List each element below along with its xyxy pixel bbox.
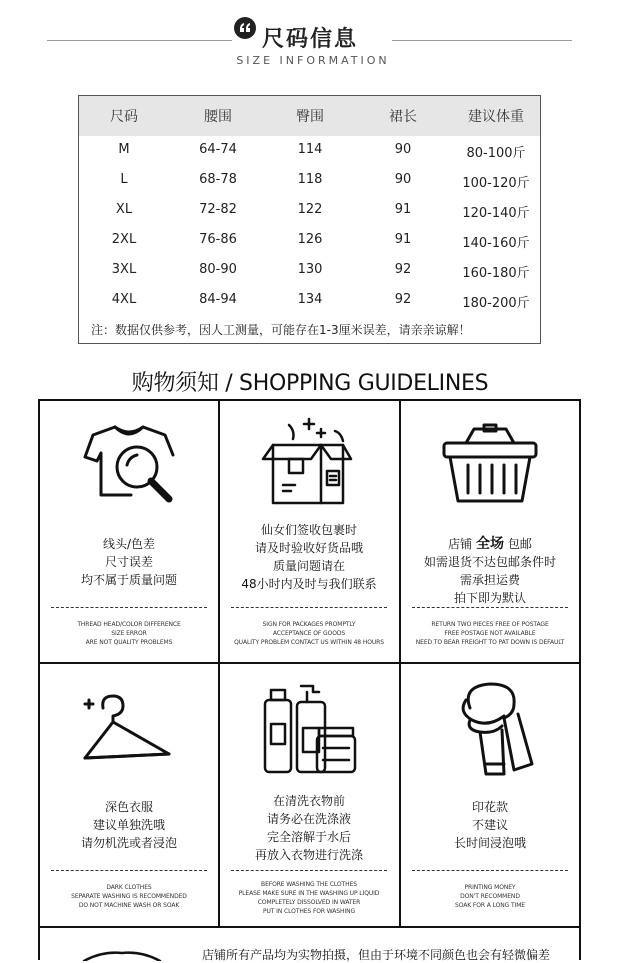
size-table-cell: 140-160斤 bbox=[462, 236, 530, 251]
scarf-icon bbox=[440, 678, 540, 778]
size-table-cell: 91 bbox=[394, 202, 412, 217]
size-table-cell: 122 bbox=[297, 202, 323, 217]
size-table-note: 注：数据仅供参考，因人工测量，可能存在1-3厘米误差，请亲亲谅解！ bbox=[91, 323, 471, 337]
size-table-cell: 126 bbox=[297, 232, 323, 247]
grid-divider bbox=[40, 926, 579, 928]
guide-card-sign-package bbox=[220, 401, 398, 663]
size-table-cell: 80-90 bbox=[199, 262, 237, 277]
guide-card-text: 店铺 全场 包邮 如需退货不达包邮条件时 需承担运费 拍下即为默认 bbox=[423, 536, 556, 605]
size-table-cell: 92 bbox=[394, 262, 412, 277]
size-table-cell: XL bbox=[115, 202, 133, 217]
guide-card-english: THREAD HEAD/COLOR DIFFERENCE SIZE ERROR ARE NOT QUALITY PROBLEMS bbox=[77, 621, 181, 646]
size-table-cell: 120-140斤 bbox=[462, 206, 530, 221]
guide-card-english: SIGN FOR PACKAGES PROMPTLY ACCEPTANCE OF GOODS QUALITY PROBLEM CONTACT US WITHIN 48 HOURS bbox=[234, 621, 384, 646]
size-table-cell: 180-200斤 bbox=[462, 296, 530, 311]
size-info-subtitle: SIZE INFORMATION bbox=[236, 54, 390, 67]
camera-icon bbox=[82, 947, 162, 961]
size-table-header-cell: 腰围 bbox=[204, 109, 232, 125]
dashed-divider bbox=[412, 870, 568, 871]
size-table-cell: 92 bbox=[394, 292, 412, 307]
size-table-cell: 134 bbox=[297, 292, 323, 307]
header-divider-left bbox=[47, 40, 232, 41]
size-table-cell: 130 bbox=[297, 262, 323, 277]
dashed-divider bbox=[51, 870, 207, 871]
size-table-cell: 100-120斤 bbox=[462, 176, 530, 191]
size-table-cell: 72-82 bbox=[199, 202, 237, 217]
size-table-cell: 4XL bbox=[111, 292, 137, 307]
guide-card-washing bbox=[220, 664, 398, 926]
size-info-title: 尺码信息 bbox=[262, 27, 359, 52]
size-table-cell: 64-74 bbox=[199, 142, 237, 157]
guide-card-text: 深色衣服 建议单独洗哦 请勿机洗或者浸泡 bbox=[80, 800, 177, 850]
size-table-header-cell: 臀围 bbox=[296, 109, 324, 125]
guide-card-english: PRINTING MONEY DON'T RECOMMEND SOAK FOR A LONG TIME bbox=[455, 884, 525, 909]
guide-card-free-shipping bbox=[401, 401, 579, 663]
size-table-cell: 118 bbox=[297, 172, 323, 187]
guide-card-text: 线头/色差 尺寸误差 均不属于质量问题 bbox=[80, 537, 177, 587]
hanger-icon bbox=[79, 678, 179, 778]
dashed-divider bbox=[231, 607, 387, 608]
size-table-cell: 80-100斤 bbox=[466, 146, 526, 161]
guide-card-color-difference bbox=[40, 401, 218, 663]
guide-card-text: 仙女们签收包裹时 请及时验收好货品哦 质量问题请在 48小时内及时与我们联系 bbox=[241, 523, 377, 591]
size-table-header-cell: 尺码 bbox=[110, 109, 138, 125]
quote-icon bbox=[233, 16, 257, 40]
size-table-cell: 3XL bbox=[111, 262, 137, 277]
guide-card-printing bbox=[401, 664, 579, 926]
guide-card-english: BEFORE WASHING THE CLOTHES PLEASE MAKE SURE IN THE WASHING UP LIQUID COMPLETELY DISSOLVED IN WATER PUT IN CLOTHES FOR WASHING bbox=[238, 881, 380, 915]
size-table-cell: 91 bbox=[394, 232, 412, 247]
size-table-cell: 76-86 bbox=[199, 232, 237, 247]
size-table-cell: 160-180斤 bbox=[462, 266, 530, 281]
size-table bbox=[78, 95, 541, 344]
size-table-cell: 90 bbox=[394, 142, 412, 157]
guide-card-text: 印花款 不建议 长时间浸泡哦 bbox=[453, 800, 526, 850]
dashed-divider bbox=[231, 870, 387, 871]
shopping-basket-icon bbox=[440, 415, 540, 515]
size-table-cell: M bbox=[118, 142, 130, 157]
size-table-cell: 114 bbox=[297, 142, 323, 157]
guide-card-english: DARK CLOTHES SEPARATE WASHING IS RECOMMENDED DO NOT MACHINE WASH OR SOAK bbox=[71, 884, 187, 909]
open-box-icon bbox=[259, 415, 359, 515]
guidelines-grid bbox=[38, 399, 581, 960]
dashed-divider bbox=[412, 607, 568, 608]
size-table-header-cell: 建议体重 bbox=[468, 109, 524, 125]
size-table-cell: 84-94 bbox=[199, 292, 237, 307]
guidelines-title: 购物须知 / SHOPPING GUIDELINES bbox=[131, 371, 489, 396]
size-table-cell: L bbox=[120, 172, 128, 187]
guide-card-text: 在清洗衣物前 请务必在洗涤液 完全溶解于水后 再放入衣物进行洗涤 bbox=[254, 794, 363, 862]
size-table-cell: 68-78 bbox=[199, 172, 237, 187]
guide-card-dark-clothes bbox=[40, 664, 218, 926]
size-table-cell: 2XL bbox=[111, 232, 137, 247]
size-table-header-cell: 裙长 bbox=[389, 109, 417, 125]
tshirt-magnifier-icon bbox=[79, 415, 179, 515]
size-table-cell: 90 bbox=[394, 172, 412, 187]
bottom-note: 店铺所有产品均为实物拍摄，但由于环境不同颜色也会有轻微偏差 bbox=[202, 948, 551, 962]
header-divider-right bbox=[392, 40, 572, 41]
detergent-bottles-icon bbox=[259, 678, 359, 778]
guide-card-english: RETURN TWO PIECES FREE OF POSTAGE FREE POSTAGE NOT AVAILABLE NEED TO BEAR FREIGHT TO PAT DOWN IS DEFAULT bbox=[415, 621, 565, 646]
dashed-divider bbox=[51, 607, 207, 608]
